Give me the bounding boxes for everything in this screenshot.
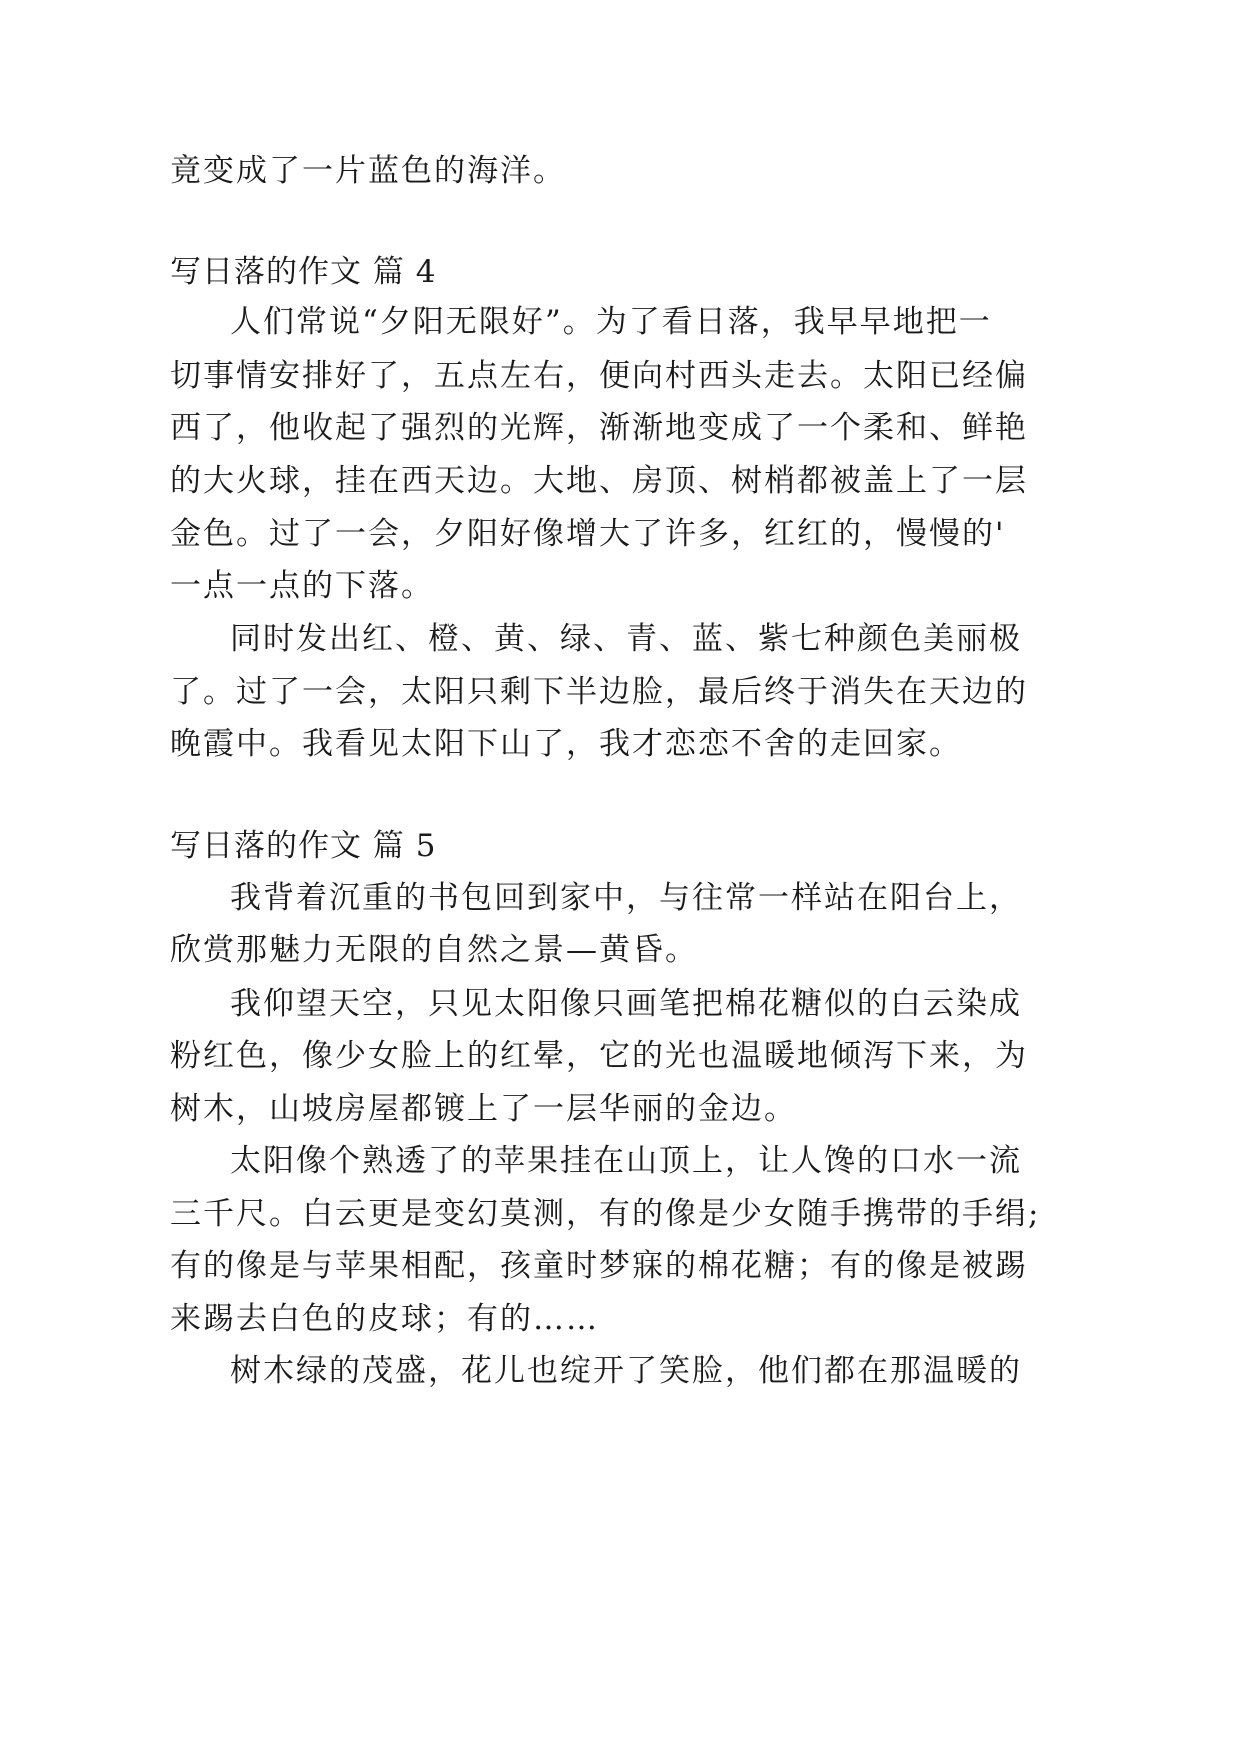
section-5-line-2: 欣赏那魅力无限的自然之景—黄昏。 — [170, 932, 698, 968]
section-4-line-9: 晚霞中。我看见太阳下山了，我才恋恋不舍的走回家。 — [170, 726, 962, 762]
continuation-line: 竟变成了一片蓝色的海洋。 — [170, 153, 566, 189]
section-5-line-3: 我仰望天空，只见太阳像只画笔把棉花糖似的白云染成 — [230, 986, 1022, 1022]
section-5-line-4: 粉红色，像少女脸上的红晕，它的光也温暖地倾泻下来，为 — [170, 1038, 1028, 1074]
section-4-line-6: 一点一点的下落。 — [170, 568, 434, 604]
section-5-line-5: 树木，山坡房屋都镀上了一层华丽的金边。 — [170, 1091, 797, 1127]
section-4-heading: 写日落的作文 篇 4 — [170, 254, 437, 290]
section-4-line-3: 西了，他收起了强烈的光辉，渐渐地变成了一个柔和、鲜艳 — [170, 410, 1028, 446]
section-5-line-10: 树木绿的茂盛，花儿也绽开了笑脸，他们都在那温暖的 — [230, 1353, 1022, 1389]
section-5-line-6: 太阳像个熟透了的苹果挂在山顶上，让人馋的口水一流 — [230, 1143, 1022, 1179]
section-4-line-5: 金色。过了一会，夕阳好像增大了许多，红红的，慢慢的' — [170, 516, 1006, 552]
section-4-line-4: 的大火球，挂在西天边。大地、房顶、树梢都被盖上了一层 — [170, 463, 1028, 499]
section-5-line-8: 有的像是与苹果相配，孩童时梦寐的棉花糖；有的像是被踢 — [170, 1248, 1028, 1284]
section-5-line-1: 我背着沉重的书包回到家中，与往常一样站在阳台上， — [230, 880, 1022, 916]
section-4-line-7: 同时发出红、橙、黄、绿、青、蓝、紫七种颜色美丽极 — [230, 621, 1022, 657]
section-5-heading: 写日落的作文 篇 5 — [170, 828, 437, 864]
section-4-line-1: 人们常说“夕阳无限好”。为了看日落，我早早地把一 — [230, 304, 992, 340]
section-5-line-9: 来踢去白色的皮球；有的…… — [170, 1301, 599, 1337]
section-4-line-8: 了。过了一会，太阳只剩下半边脸，最后终于消失在天边的 — [170, 674, 1028, 710]
section-5-line-7: 三千尺。白云更是变幻莫测，有的像是少女随手携带的手绢; — [170, 1196, 1041, 1232]
section-4-line-2: 切事情安排好了，五点左右，便向村西头走去。太阳已经偏 — [170, 358, 1028, 394]
